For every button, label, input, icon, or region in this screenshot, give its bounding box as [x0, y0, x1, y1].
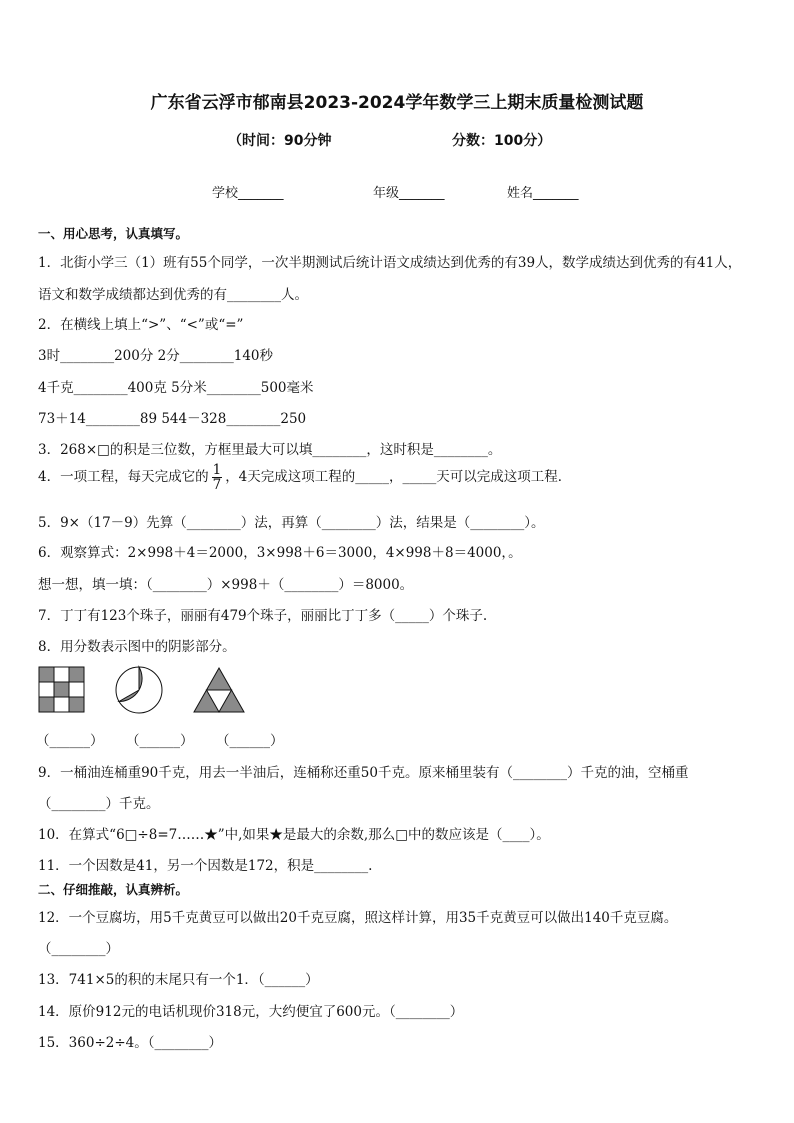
question-10: 10．在算式“6□÷8=7……★”中,如果★是最大的余数,那么□中的数应该是（____）。	[38, 827, 550, 843]
question-6-line1: 6．观察算式：2×998＋4＝2000，3×998＋6＝3000，4×998＋8＝4000，。	[38, 545, 522, 561]
question-2b: 4千克________400克 5分米________500毫米	[38, 380, 314, 396]
question-9-line2: （________）千克。	[38, 796, 160, 812]
question-4	[38, 463, 571, 492]
question-2c: 73＋14________89 544－328________250	[38, 411, 307, 427]
circle-figure	[114, 665, 164, 715]
grid-cell	[39, 682, 54, 697]
fraction-denominator: 7	[212, 477, 222, 493]
q8-answer-1[interactable]: （______）	[36, 733, 104, 749]
q8-answer-2[interactable]: （______）	[126, 733, 194, 749]
question-3: 3．268×□的积是三位数，方框里最大可以填________，这时积是________。	[38, 442, 502, 458]
question-8: 8．用分数表示图中的阴影部分。	[38, 639, 236, 655]
question-11: 11．一个因数是41，另一个因数是172，积是________.	[38, 858, 373, 874]
name-field[interactable]: 姓名_______	[507, 186, 579, 201]
question-12-line1: 12．一个豆腐坊，用5千克黄豆可以做出20千克豆腐，照这样计算，用35千克黄豆可以做出140千克豆腐。	[38, 910, 678, 926]
question-1-line2: 语文和数学成绩都达到优秀的有________人。	[38, 287, 308, 303]
question-15: 15．360÷2÷4。（________）	[38, 1035, 222, 1051]
question-9-line1: 9．一桶油连桶重90千克，用去一半油后，连桶称还重50千克。原来桶里装有（________）千克的油，空桶重	[38, 765, 689, 781]
question-7: 7．丁丁有123个珠子，丽丽有479个珠子，丽丽比丁丁多（_____）个珠子.	[38, 608, 488, 624]
page-title: 广东省云浮市郁南县2023-2024学年数学三上期末质量检测试题	[150, 93, 644, 113]
grid-figure	[38, 666, 86, 714]
grid-cell	[54, 682, 69, 697]
question-5: 5．9×（17－9）先算（________）法，再算（________）法，结果是（________）。	[38, 515, 545, 531]
triangle-figure	[192, 666, 246, 714]
exam-time: （时间：90分钟	[228, 133, 332, 149]
q8-answer-3[interactable]: （______）	[216, 733, 284, 749]
grid-cell	[69, 682, 84, 697]
question-12-line2: （________）	[38, 941, 119, 957]
question-2a: 3时________200分 2分________140秒	[38, 348, 274, 364]
fraction-one-seventh	[212, 463, 223, 492]
question-14: 14．原价912元的电话机现价318元，大约便宜了600元。（________）	[38, 1004, 464, 1020]
section2-heading: 二、仔细推敲，认真辨析。	[38, 882, 189, 897]
fraction-numerator: 1	[212, 462, 222, 478]
question-1-line1: 1．北街小学三（1）班有55个同学，一次半期测试后统计语文成绩达到优秀的有39人，数学成绩达到优秀的有41人，	[38, 255, 742, 271]
section1-heading: 一、用心思考，认真填写。	[38, 226, 189, 241]
question-4-prefix: 4．一项工程，每天完成它的	[38, 469, 209, 485]
grid-cell	[54, 667, 69, 682]
grid-cell	[69, 667, 84, 682]
question-2: 2．在横线上填上“>”、“<”或“=”	[38, 317, 244, 333]
grid-cell	[39, 667, 54, 682]
exam-score: 分数：100分）	[452, 133, 552, 149]
question-4-suffix: ，4天完成这项工程的_____，_____天可以完成这项工程．	[225, 469, 572, 485]
grid-cell	[39, 697, 54, 712]
question-13: 13．741×5的积的末尾只有一个1．（______）	[38, 972, 319, 988]
school-field[interactable]: 学校_______	[212, 186, 284, 201]
question-6-line2: 想一想，填一填：（________）×998＋（________）＝8000。	[38, 577, 414, 593]
grade-field[interactable]: 年级_______	[373, 186, 445, 201]
grid-cell	[54, 697, 69, 712]
grid-cell	[69, 697, 84, 712]
